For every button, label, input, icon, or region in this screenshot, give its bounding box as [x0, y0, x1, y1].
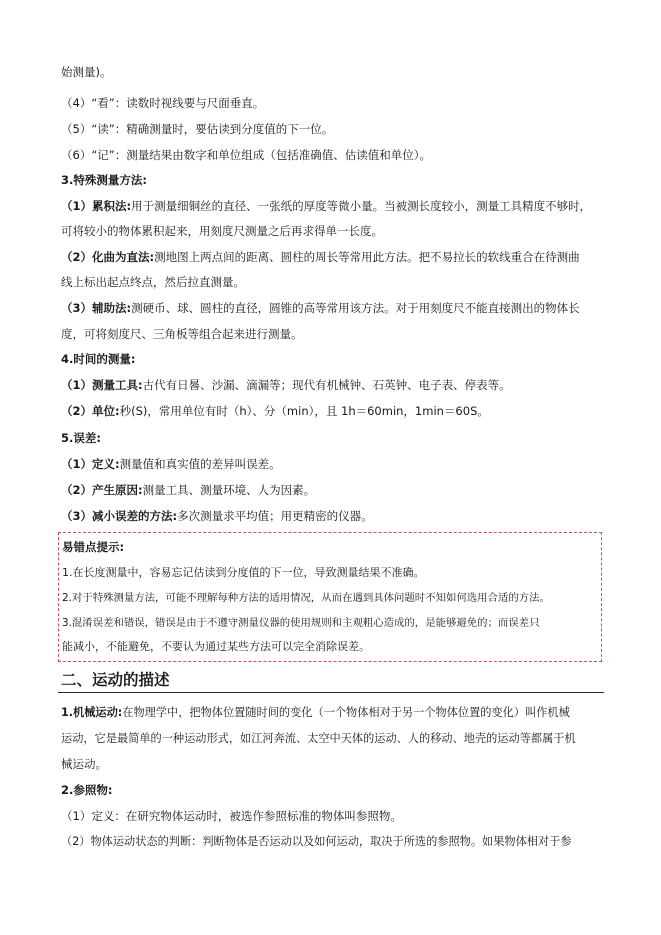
- term-label: 1.机械运动:: [61, 706, 123, 719]
- section-heading: 2.参照物:: [61, 783, 113, 797]
- text-line: （4）“看”：读数时视线要与尺面垂直。: [61, 96, 265, 110]
- text-line: （6）“记”：测量结果由数字和单位组成（包括准确值、估读值和单位）。: [61, 148, 431, 162]
- term-text: 测地图上两点间的距离、圆柱的周长等常用此方法。把不易拉长的软线重合在待测曲: [154, 250, 580, 264]
- term-label: （2）产生原因:: [61, 483, 143, 497]
- section-heading: 3.特殊测量方法:: [61, 173, 147, 187]
- term-label: （2）化曲为直法:: [61, 250, 155, 264]
- tip-item: 能减小，不能避免，不要认为通过某些方法可以完全消除误差。: [62, 640, 370, 653]
- section-heading: 4.时间的测量:: [61, 352, 136, 366]
- text-line: [61, 377, 511, 393]
- tips-title: 易错点提示:: [62, 540, 125, 554]
- text-line: 度，可将刻度尺、三角板等组合起来进行测量。: [61, 327, 303, 341]
- text-line: [61, 198, 591, 214]
- tips-box: [58, 532, 602, 662]
- text-line: [61, 456, 281, 472]
- text-line: [61, 705, 570, 721]
- term-label: （3）减小误差的方法:: [61, 509, 178, 523]
- text-line: [61, 508, 373, 524]
- term-text: 测量工具、测量环境、人为因素。: [142, 483, 316, 497]
- text-line: [61, 482, 315, 498]
- term-label: （1）测量工具:: [61, 378, 143, 392]
- text-line: （2）物体运动状态的判断：判断物体是否运动以及如何运动，取决于所选的参照物。如果物体相对于参: [61, 835, 572, 848]
- text-line: 械运动。: [61, 757, 107, 771]
- text-line: 线上标出起点终点，然后拉直测量。: [61, 275, 245, 289]
- text-line: [61, 403, 489, 419]
- term-text: 在物理学中，把物体位置随时间的变化（一个物体相对于另一个物体位置的变化）叫作机械: [122, 706, 570, 719]
- text-line: [61, 249, 580, 265]
- tip-item: 3.混淆误差和错误，错误是由于不遵守测量仪器的使用规则和主观粗心造成的，是能够避免的；而误差只: [62, 617, 540, 629]
- term-text: 测量值和真实值的差异叫误差。: [119, 457, 281, 471]
- heading-divider: [58, 692, 604, 693]
- tip-item: 1.在长度测量中，容易忘记估读到分度值的下一位，导致测量结果不准确。: [62, 566, 425, 579]
- text-line: 始测量)。: [61, 65, 112, 79]
- term-text: 古代有日晷、沙漏、滴漏等；现代有机械钟、石英钟、电子表、停表等。: [142, 378, 511, 392]
- text-line: （1）定义：在研究物体运动时，被选作参照标准的物体叫参照物。: [61, 809, 402, 823]
- term-text: 秒(S)，常用单位有时（h）、分（min），且 1h＝60min，1min＝60S。: [119, 404, 489, 418]
- chapter-heading: 二、运动的描述: [61, 671, 170, 689]
- term-label: （1）定义:: [61, 457, 120, 471]
- text-line: 可将较小的物体累积起来，用刻度尺测量之后再求得单一长度。: [61, 224, 383, 238]
- text-line: （5）“读”：精确测量时，要估读到分度值的下一位。: [61, 122, 334, 136]
- term-label: （2）单位:: [61, 404, 120, 418]
- text-line: [61, 300, 580, 316]
- tip-item: 2.对于特殊测量方法，可能不理解每种方法的适用情况，从而在遇到具体问题时不知如何选用合适的方法。: [62, 592, 550, 604]
- term-label: （1）累积法:: [61, 199, 132, 213]
- term-text: 测硬币、球、圆柱的直径，圆锥的高等常用该方法。对于用刻度尺不能直接测出的物体长: [131, 301, 580, 315]
- term-text: 用于测量细铜丝的直径、一张纸的厚度等微小量。当被测长度较小，测量工具精度不够时，: [131, 199, 592, 213]
- term-text: 多次测量求平均值；用更精密的仪器。: [177, 509, 373, 523]
- term-label: （3）辅助法:: [61, 301, 132, 315]
- text-line: 运动，它是最简单的一种运动形式，如江河奔流、太空中天体的运动、人的移动、地壳的运动等都属于机: [61, 732, 576, 745]
- section-heading: 5.误差:: [61, 431, 101, 445]
